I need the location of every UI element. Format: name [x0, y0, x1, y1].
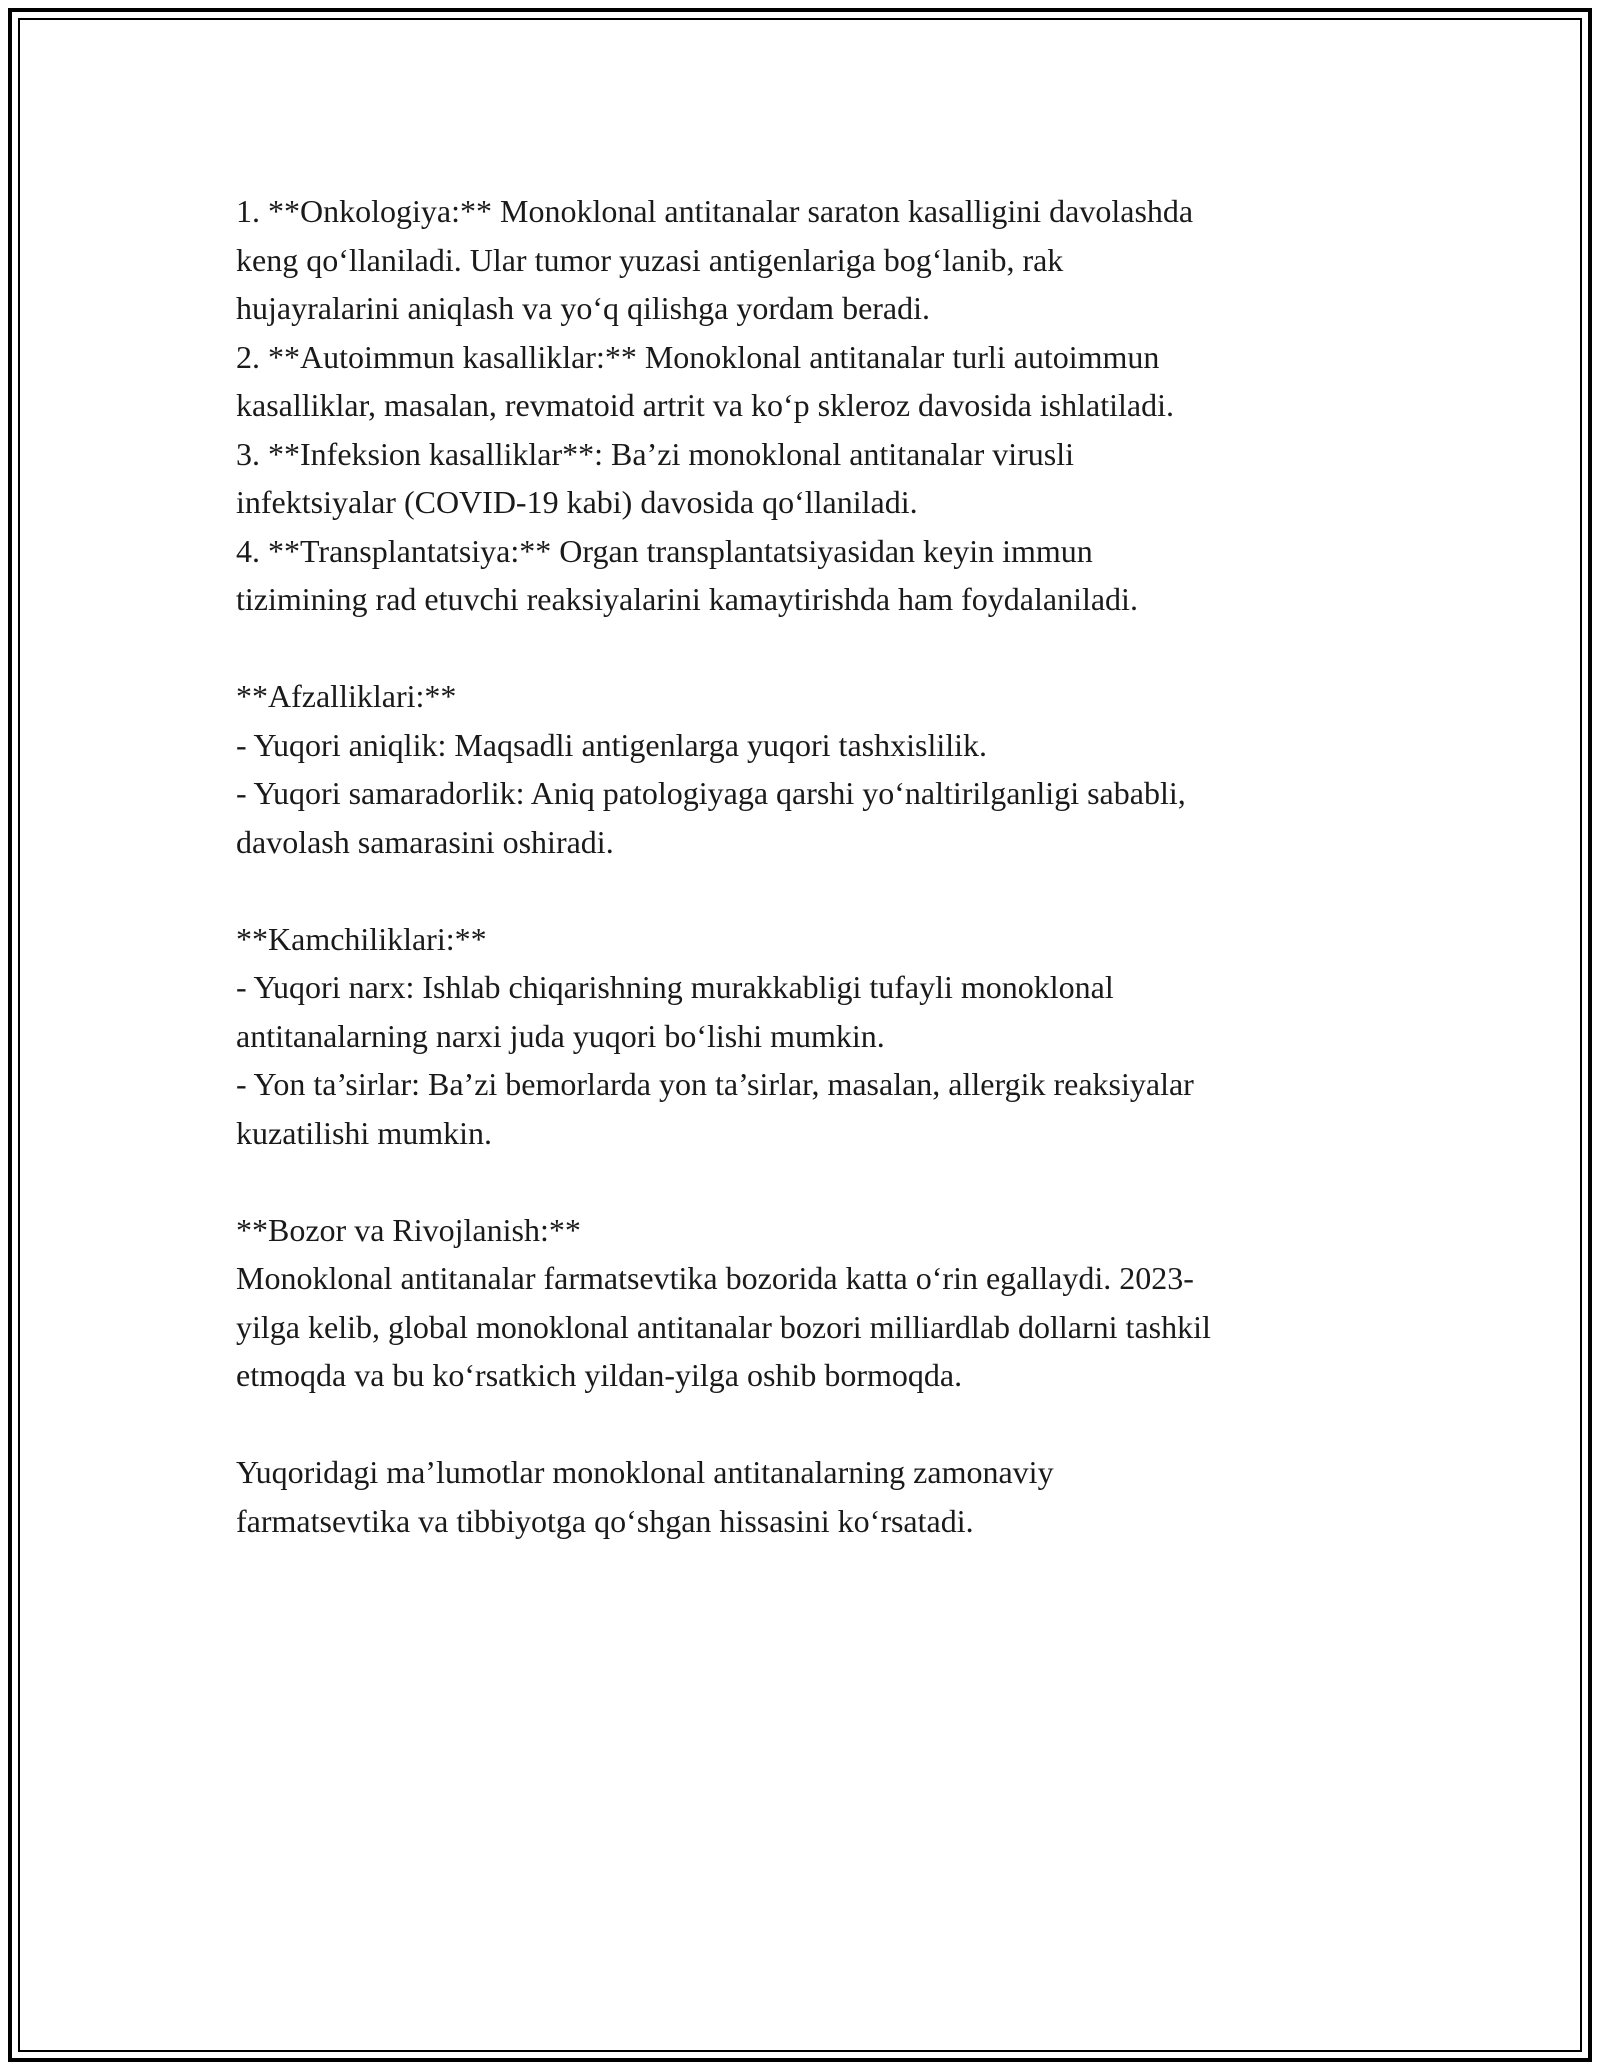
use-item-autoimmune — [236, 333, 1386, 430]
text-line: Monoklonal antitanalar farmatsevtika bozorida katta o‘rin egallaydi. 2023- — [236, 1260, 1194, 1296]
paragraph-gap — [236, 1400, 1386, 1449]
conclusion-section — [236, 1448, 1386, 1545]
text-line: 3. **Infeksion kasalliklar**: Ba’zi monoklonal antitanalar virusli — [236, 435, 1075, 472]
text-line: farmatsevtika va tibbiyotga qo‘shgan hissasini ko‘rsatadi. — [236, 1502, 974, 1539]
paragraph-gap — [236, 624, 1386, 673]
paragraph-gap — [236, 866, 1386, 915]
text-line: - Yuqori narx: Ishlab chiqarishning murakkabligi tufayli monoklonal — [236, 969, 1114, 1005]
text-line: - Yuqori aniqlik: Maqsadli antigenlarga yuqori tashxislilik. — [236, 726, 987, 763]
use-item-transplant — [236, 527, 1386, 624]
text-line: 2. **Autoimmun kasalliklar:** Monoklonal antitanalar turli autoimmun — [236, 338, 1160, 375]
disadvantages-section — [236, 915, 1386, 1158]
text-line: davolash samarasini oshiradi. — [236, 823, 614, 860]
text-line: yilga kelib, global monoklonal antitanalar bozori milliardlab dollarni tashkil — [236, 1308, 1211, 1345]
text-line: Yuqoridagi ma’lumotlar monoklonal antitanalarning zamonaviy — [236, 1454, 1054, 1490]
text-line: antitanalarning narxi juda yuqori bo‘lishi mumkin. — [236, 1017, 885, 1054]
text-line: 1. **Onkologiya:** Monoklonal antitanalar saraton kasalligini davolashda — [236, 193, 1194, 229]
text-line: infektsiyalar (COVID-19 kabi) davosida qo‘llaniladi. — [236, 484, 918, 520]
advantages-section — [236, 672, 1386, 866]
paragraph-gap — [236, 1157, 1386, 1206]
text-line: hujayralarini aniqlash va yo‘q qilishga yordam beradi. — [236, 290, 931, 326]
text-line: - Yuqori samaradorlik: Aniq patologiyaga qarshi yo‘naltirilganligi sababli, — [236, 775, 1186, 811]
market-section — [236, 1206, 1386, 1400]
document-body — [236, 187, 1386, 1545]
text-line: keng qo‘llaniladi. Ular tumor yuzasi antigenlariga bog‘lanib, rak — [236, 241, 1064, 278]
section-heading-market: **Bozor va Rivojlanish:** — [236, 1211, 581, 1248]
use-item-infection — [236, 430, 1386, 527]
text-line: kuzatilishi mumkin. — [236, 1114, 492, 1151]
use-item-oncology — [236, 187, 1386, 333]
section-heading-advantages: **Afzalliklari:** — [236, 678, 457, 714]
text-line: 4. **Transplantatsiya:** Organ transplantatsiyasidan keyin immun — [236, 532, 1093, 569]
text-line: - Yon ta’sirlar: Ba’zi bemorlarda yon ta’sirlar, masalan, allergik reaksiyalar — [236, 1066, 1194, 1102]
section-heading-disadvantages: **Kamchiliklari:** — [236, 920, 487, 957]
text-line: etmoqda va bu ko‘rsatkich yildan-yilga oshib bormoqda. — [236, 1357, 963, 1393]
uses-list — [236, 187, 1386, 624]
text-line: tizimining rad etuvchi reaksiyalarini kamaytirishda ham foydalaniladi. — [236, 581, 1138, 617]
text-line: kasalliklar, masalan, revmatoid artrit va ko‘p skleroz davosida ishlatiladi. — [236, 387, 1174, 423]
